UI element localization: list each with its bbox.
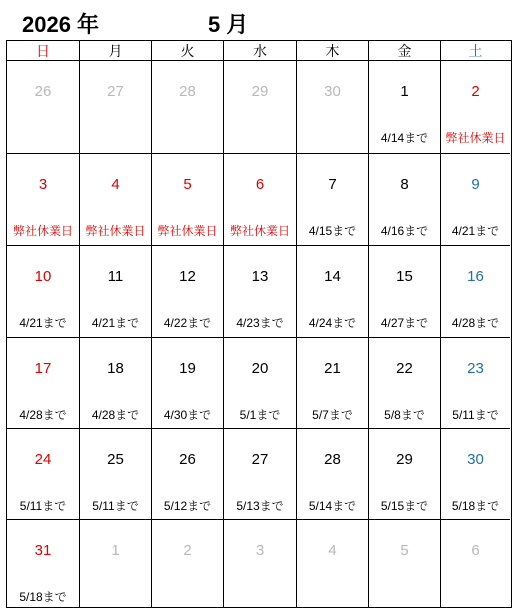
weekday-wed: 水 [223,41,296,61]
weekday-thu: 木 [296,41,368,61]
day-number: 7 [328,176,337,193]
day-cell [440,519,510,607]
day-cell [7,337,79,428]
deadline-note: 5/13まで [236,499,284,513]
day-number: 20 [251,360,269,377]
day-cell [151,245,223,337]
deadline-note: 4/21まで [451,224,500,238]
day-cell [7,428,79,519]
day-number: 17 [34,360,52,377]
day-cell [368,428,440,519]
deadline-note: 5/8まで [384,408,425,422]
day-cell [368,245,440,337]
day-number: 26 [34,83,52,100]
day-number: 19 [179,360,196,377]
day-cell [79,245,151,337]
day-number: 3 [38,176,48,193]
weekday-sat: 土 [440,41,510,61]
day-cell [151,519,223,607]
deadline-note: 4/24まで [308,316,357,330]
deadline-note: 4/14まで [380,131,429,145]
deadline-note: 4/21まで [19,316,67,330]
day-number: 24 [34,451,52,468]
day-cell [296,61,368,153]
deadline-note: 5/15まで [380,499,429,513]
deadline-note: 4/21まで [91,316,140,330]
day-number: 16 [467,268,484,285]
day-cell [368,337,440,428]
day-cell [79,61,151,153]
day-cell [7,245,79,337]
day-cell [7,519,79,607]
day-number: 12 [179,268,196,285]
day-cell [151,61,223,153]
holiday-note: 弊社休業日 [12,224,73,238]
day-cell [223,153,296,245]
day-cell [296,428,368,519]
day-number: 10 [34,268,52,285]
deadline-note: 5/12まで [163,499,212,513]
holiday-note: 弊社休業日 [445,131,506,145]
day-number: 11 [107,268,124,285]
day-number: 29 [396,451,413,468]
day-number: 3 [255,542,265,559]
deadline-note: 5/11まで [92,499,139,513]
deadline-note: 4/28まで [19,408,67,422]
day-cell [296,337,368,428]
day-cell [440,245,510,337]
day-number: 6 [471,542,480,559]
weekday-sun: 日 [36,43,50,59]
day-cell [151,153,223,245]
day-cell [440,61,510,153]
day-cell [79,519,151,607]
day-cell [7,61,79,153]
weekday-header [7,41,511,61]
day-number: 9 [471,176,480,193]
weekday-mon: 月 [79,41,151,61]
day-number: 27 [251,451,269,468]
calendar-month: 5 月 [208,12,249,37]
calendar-year: 2026 年 [22,12,100,37]
deadline-note: 5/7まで [312,408,353,422]
weekday-tue: 火 [151,41,223,61]
day-cell [79,153,151,245]
day-number: 30 [324,83,341,100]
day-number: 15 [396,268,413,285]
day-cell [368,61,440,153]
day-number: 1 [111,542,120,559]
deadline-note: 4/27まで [380,316,429,330]
day-number: 28 [179,83,196,100]
holiday-note: 弊社休業日 [157,224,218,238]
day-number: 31 [34,542,52,559]
deadline-note: 5/11まで [452,408,499,422]
day-cell [368,153,440,245]
day-number: 5 [400,542,409,559]
deadline-note: 4/23まで [236,316,284,330]
deadline-note: 4/28まで [451,316,500,330]
day-number: 26 [179,451,196,468]
day-cell [440,337,510,428]
day-number: 14 [324,268,341,285]
day-number: 4 [111,176,120,193]
deadline-note: 4/28まで [91,408,140,422]
calendar-title [22,8,502,38]
deadline-note: 5/18まで [19,590,67,604]
day-number: 22 [396,360,413,377]
day-number: 25 [107,451,124,468]
deadline-note: 4/16まで [380,224,429,238]
day-number: 8 [400,176,409,193]
day-cell [151,337,223,428]
day-number: 23 [467,360,484,377]
day-cell [223,428,296,519]
day-cell [79,428,151,519]
day-number: 28 [324,451,341,468]
day-cell [223,245,296,337]
weekday-fri: 金 [368,41,440,61]
day-number: 29 [251,83,269,100]
day-number: 13 [251,268,269,285]
holiday-note: 弊社休業日 [229,224,290,238]
day-cell [440,428,510,519]
deadline-note: 5/14まで [308,499,357,513]
day-cell [296,519,368,607]
day-cell [368,519,440,607]
day-cell [151,428,223,519]
day-number: 30 [467,451,484,468]
day-number: 2 [183,542,192,559]
deadline-note: 5/18まで [451,499,500,513]
day-number: 2 [471,83,480,100]
day-cell [223,519,296,607]
day-cell [296,153,368,245]
deadline-note: 4/15まで [308,224,357,238]
deadline-note: 4/22まで [163,316,212,330]
calendar-grid [6,40,512,608]
deadline-note: 5/1まで [239,408,281,422]
day-number: 21 [324,360,341,377]
day-cell [223,337,296,428]
day-number: 6 [255,176,265,193]
day-number: 4 [328,542,337,559]
day-cell [440,153,510,245]
day-number: 18 [107,360,124,377]
holiday-note: 弊社休業日 [85,224,146,238]
day-number: 1 [400,83,409,100]
deadline-note: 5/11まで [19,499,67,513]
deadline-note: 4/30まで [163,408,212,422]
day-cell [223,61,296,153]
day-cell [79,337,151,428]
day-cell [7,153,79,245]
day-number: 27 [107,83,124,100]
day-cell [296,245,368,337]
day-number: 5 [183,176,192,193]
